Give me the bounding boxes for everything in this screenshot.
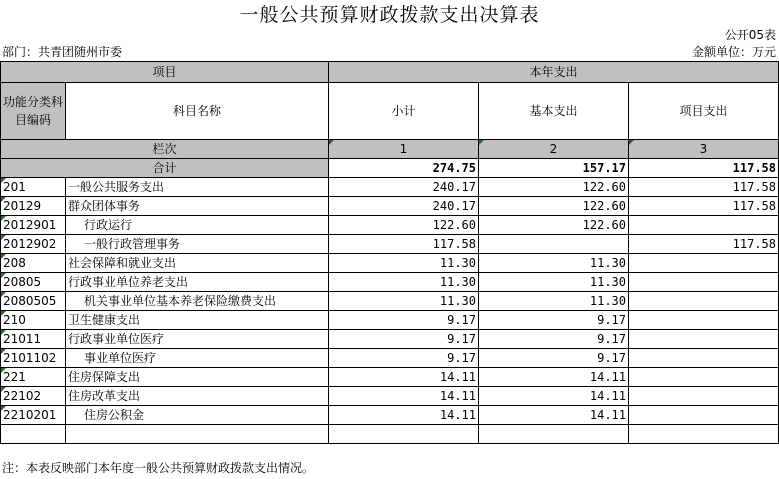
row-code: 2101102 [1, 349, 66, 368]
row-subtotal: 14.11 [329, 406, 479, 425]
header-func-code: 功能分类科目编码 [1, 83, 66, 140]
row-project: 117.58 [629, 178, 779, 197]
row-subject-name: 卫生健康支出 [66, 311, 329, 330]
row-subtotal: 9.17 [329, 311, 479, 330]
row-project [629, 216, 779, 235]
row-subject-name: 社会保障和就业支出 [66, 254, 329, 273]
row-basic: 11.30 [479, 273, 629, 292]
row-project [629, 330, 779, 349]
col-index-2: 2 [479, 140, 629, 159]
department-label: 部门：共青团随州市委 [2, 45, 123, 59]
total-row [1, 159, 779, 178]
row-basic: 14.11 [479, 406, 629, 425]
table-row [1, 368, 779, 387]
row-subtotal: 117.58 [329, 235, 479, 254]
row-project [629, 254, 779, 273]
total-subtotal: 274.75 [329, 159, 479, 178]
row-basic: 14.11 [479, 387, 629, 406]
row-basic: 122.60 [479, 178, 629, 197]
row-subtotal: 11.30 [329, 273, 479, 292]
row-code: 20805 [1, 273, 66, 292]
row-subject-name: 住房改革支出 [66, 387, 329, 406]
header-subject-name: 科目名称 [66, 83, 329, 140]
row-code: 201 [1, 178, 66, 197]
row-subtotal: 11.30 [329, 292, 479, 311]
row-basic: 9.17 [479, 349, 629, 368]
row-project [629, 406, 779, 425]
total-basic: 157.17 [479, 159, 629, 178]
row-basic: 9.17 [479, 311, 629, 330]
row-subtotal: 14.11 [329, 387, 479, 406]
col-index-3: 3 [629, 140, 779, 159]
table-row [1, 406, 779, 425]
row-basic: 122.60 [479, 216, 629, 235]
footnote: 注：本表反映部门本年度一般公共预算财政拨款支出情况。 [2, 461, 315, 475]
table-row [1, 254, 779, 273]
table-row [1, 197, 779, 216]
header-item: 项目 [1, 62, 329, 83]
unit-label: 金额单位：万元 [691, 45, 776, 59]
row-project [629, 368, 779, 387]
row-subject-name: 机关事业单位基本养老保险缴费支出 [66, 292, 329, 311]
row-subtotal: 11.30 [329, 254, 479, 273]
row-subject-name: 一般公共服务支出 [66, 178, 329, 197]
header-project: 项目支出 [629, 83, 779, 140]
total-project: 117.58 [629, 159, 779, 178]
table-row [1, 235, 779, 254]
row-basic: 9.17 [479, 330, 629, 349]
row-project [629, 387, 779, 406]
row-subject-name: 一般行政管理事务 [66, 235, 329, 254]
row-subject-name: 行政运行 [66, 216, 329, 235]
header-row-2 [1, 83, 779, 140]
row-code: 208 [1, 254, 66, 273]
row-basic [479, 235, 629, 254]
header-current-year: 本年支出 [329, 62, 779, 83]
row-subtotal: 9.17 [329, 330, 479, 349]
empty-cell [479, 425, 629, 444]
form-code: 公开05表 [724, 28, 776, 42]
row-subject-name: 行政事业单位养老支出 [66, 273, 329, 292]
header-basic: 基本支出 [479, 83, 629, 140]
column-label: 栏次 [1, 140, 329, 159]
row-code: 20129 [1, 197, 66, 216]
row-code: 221 [1, 368, 66, 387]
table-row [1, 178, 779, 197]
total-label: 合计 [1, 159, 329, 178]
row-code: 22102 [1, 387, 66, 406]
empty-cell [66, 425, 329, 444]
header-row-1 [1, 62, 779, 83]
row-basic: 14.11 [479, 368, 629, 387]
row-code: 2210201 [1, 406, 66, 425]
row-subtotal: 240.17 [329, 178, 479, 197]
row-project: 117.58 [629, 197, 779, 216]
row-subject-name: 事业单位医疗 [66, 349, 329, 368]
row-project [629, 311, 779, 330]
row-basic: 122.60 [479, 197, 629, 216]
row-project [629, 273, 779, 292]
empty-row [1, 425, 779, 444]
row-subject-name: 行政事业单位医疗 [66, 330, 329, 349]
table-row [1, 349, 779, 368]
row-subtotal: 240.17 [329, 197, 479, 216]
row-subject-name: 住房保障支出 [66, 368, 329, 387]
column-index-row [1, 140, 779, 159]
table-row [1, 311, 779, 330]
row-subtotal: 9.17 [329, 349, 479, 368]
row-code: 210 [1, 311, 66, 330]
empty-cell [629, 425, 779, 444]
row-subject-name: 住房公积金 [66, 406, 329, 425]
row-subtotal: 14.11 [329, 368, 479, 387]
row-code: 21011 [1, 330, 66, 349]
row-project: 117.58 [629, 235, 779, 254]
report-title: 一般公共预算财政拨款支出决算表 [239, 4, 540, 26]
row-basic: 11.30 [479, 292, 629, 311]
expenditure-table [0, 61, 779, 444]
table-row [1, 330, 779, 349]
col-index-1: 1 [329, 140, 479, 159]
row-subject-name: 群众团体事务 [66, 197, 329, 216]
row-subtotal: 122.60 [329, 216, 479, 235]
table-row [1, 273, 779, 292]
header-subtotal: 小计 [329, 83, 479, 140]
row-basic: 11.30 [479, 254, 629, 273]
row-code: 2080505 [1, 292, 66, 311]
row-project [629, 292, 779, 311]
table-row [1, 292, 779, 311]
row-project [629, 349, 779, 368]
empty-cell [329, 425, 479, 444]
table-row [1, 387, 779, 406]
row-code: 2012902 [1, 235, 66, 254]
empty-cell [1, 425, 66, 444]
row-code: 2012901 [1, 216, 66, 235]
table-row [1, 216, 779, 235]
